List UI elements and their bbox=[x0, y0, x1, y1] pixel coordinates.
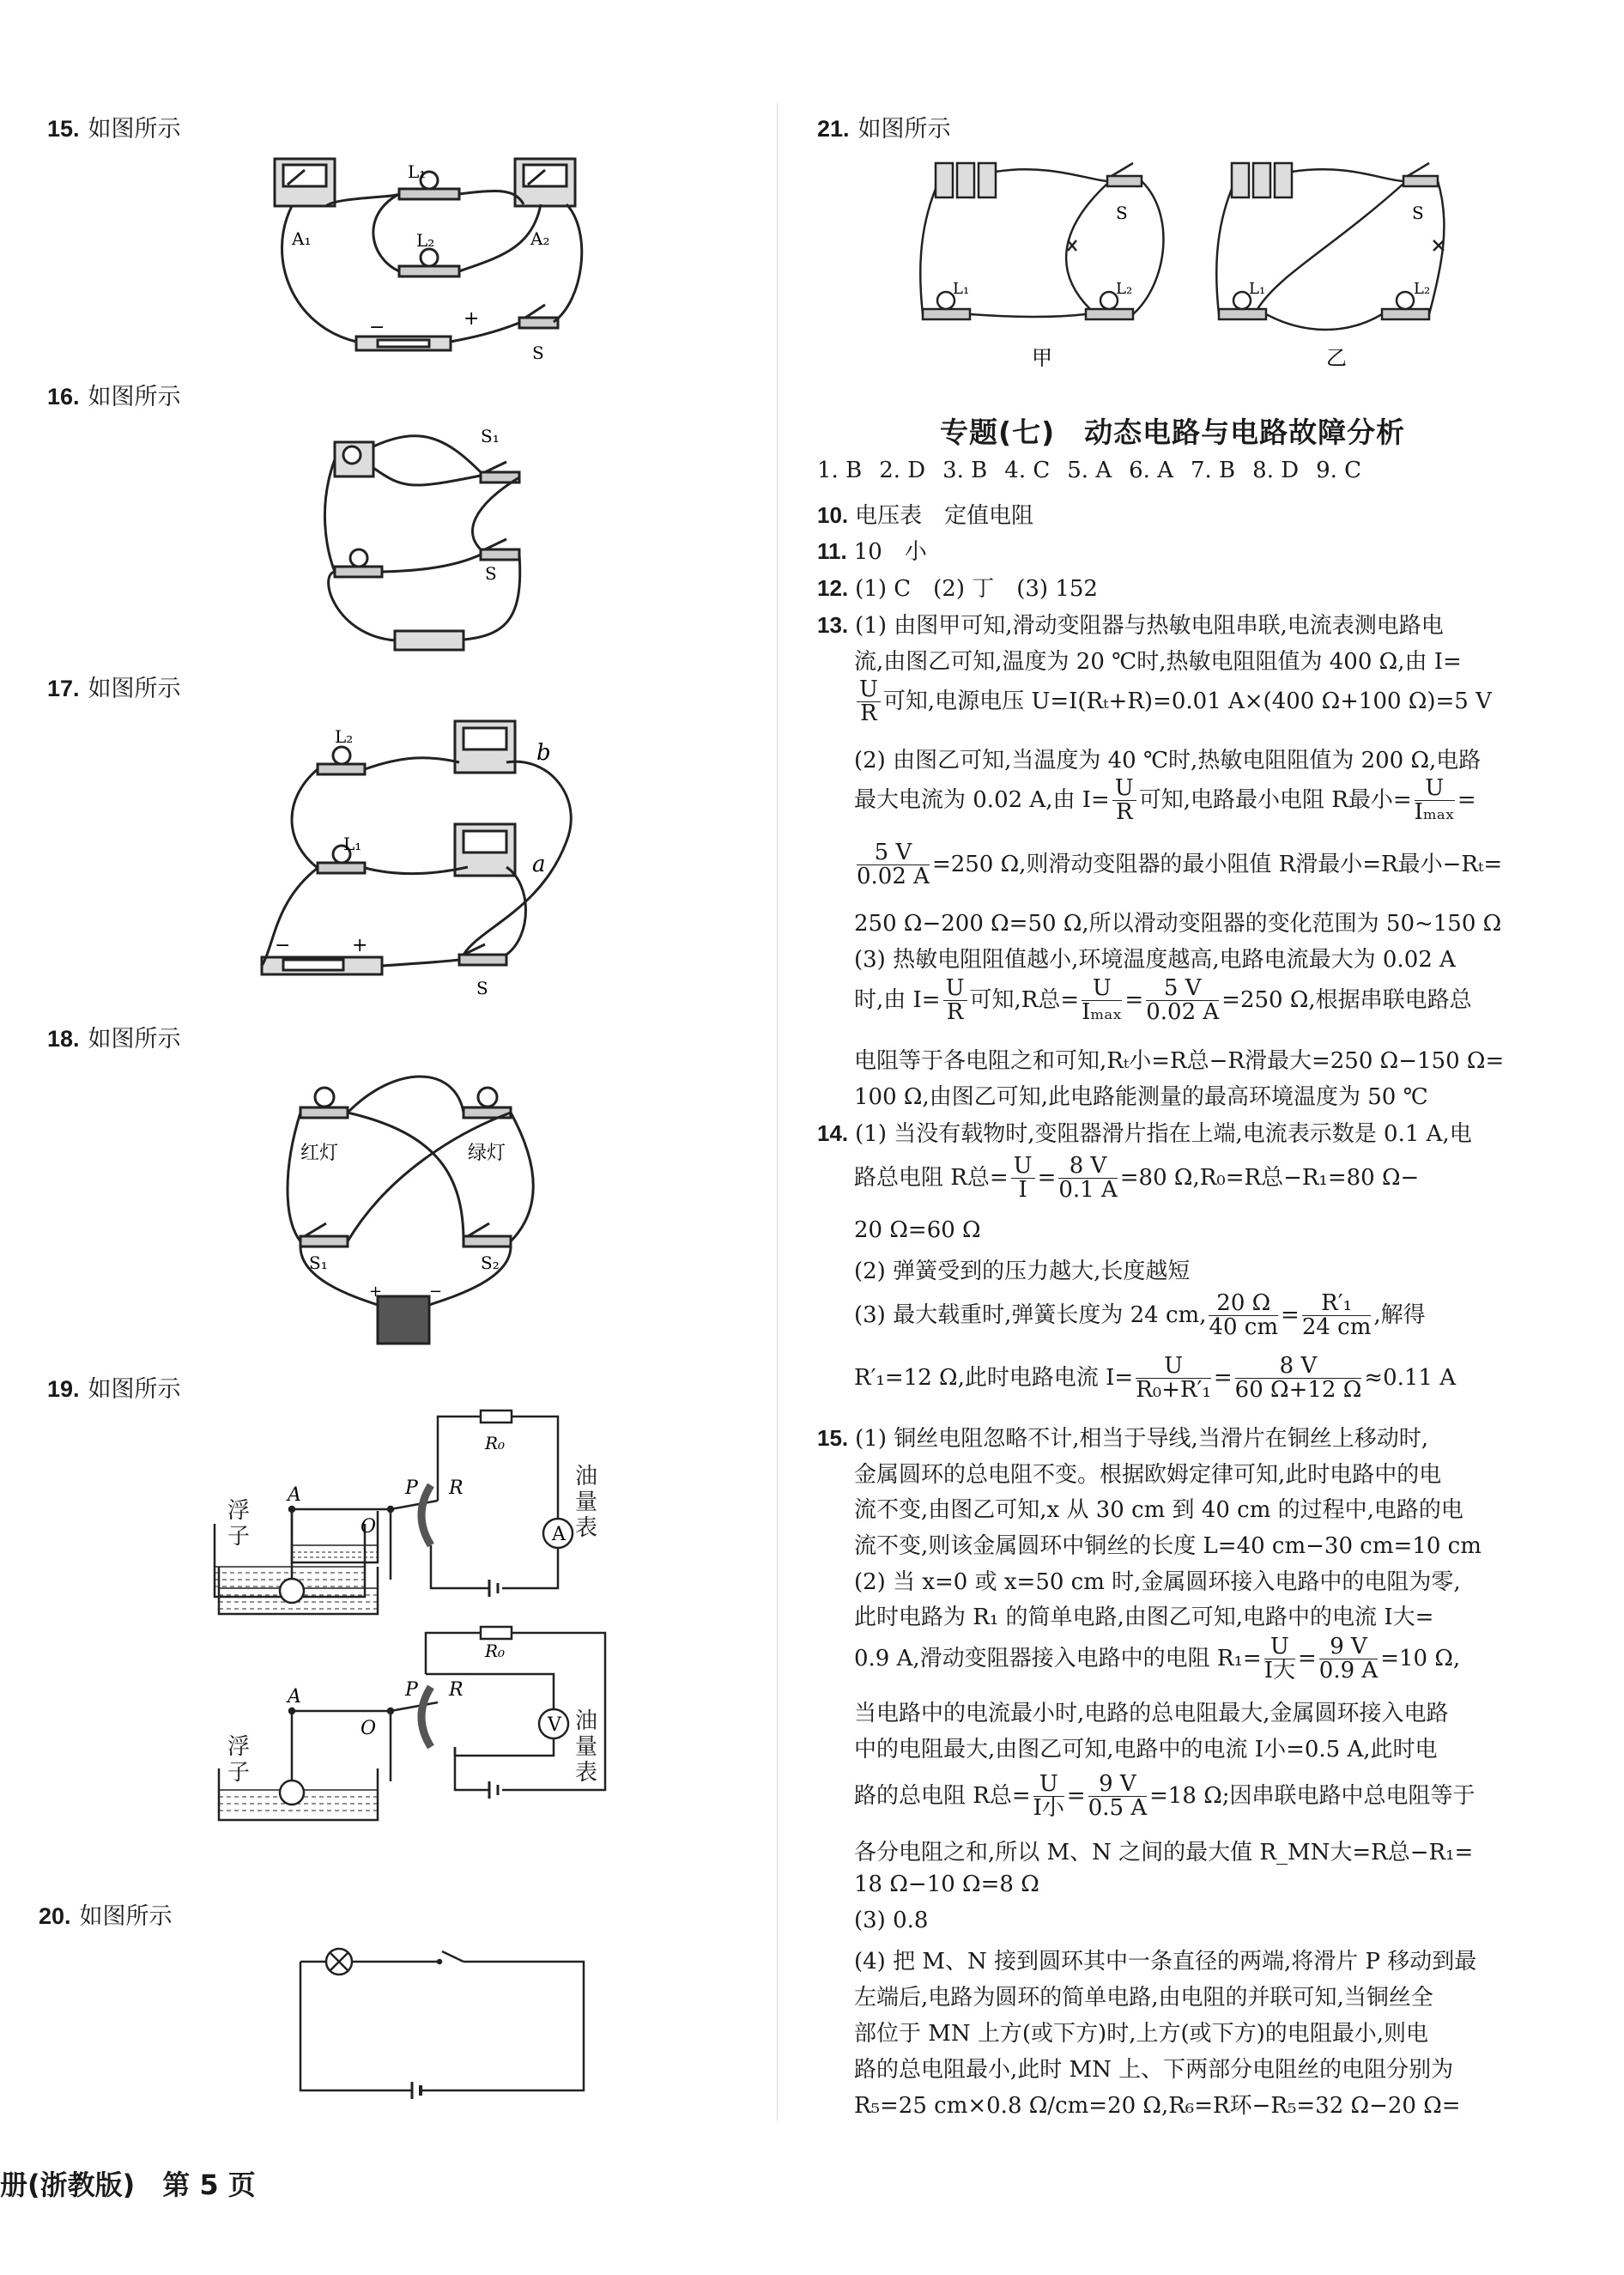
svg-text:A: A bbox=[288, 1686, 301, 1708]
figure-16-circuit bbox=[318, 421, 524, 670]
answer-13-line11: 100 Ω,由图乙可知,此电路能测量的最高环境温度为 50 ℃ bbox=[854, 1084, 1428, 1110]
answer-15-line12: 18 Ω−10 Ω=8 Ω bbox=[854, 1872, 1039, 1897]
answer-13-line3: $\frac{U}{R}$ 可知,电源电压 U=I(Rₜ+R)=0.01 A×(400 Ω+100 Ω)=5 V bbox=[854, 678, 1492, 726]
svg-text:S: S bbox=[485, 563, 497, 584]
svg-text:P: P bbox=[405, 1477, 418, 1499]
svg-text:S: S bbox=[1116, 203, 1128, 223]
svg-text:乙: 乙 bbox=[1326, 346, 1347, 370]
svg-text:L₂: L₂ bbox=[1116, 280, 1133, 298]
svg-text:A: A bbox=[552, 1524, 566, 1545]
column-divider bbox=[777, 103, 778, 2120]
float-label-2: 浮子 bbox=[227, 1734, 251, 1786]
svg-text:P: P bbox=[405, 1679, 418, 1701]
svg-text:L₁: L₁ bbox=[953, 280, 970, 298]
q15-label: 15. 如图所示 bbox=[47, 116, 181, 143]
svg-text:+: + bbox=[464, 308, 480, 330]
answer-15-line2: 金属圆环的总电阻不变。根据欧姆定律可知,此时电路中的电 bbox=[854, 1462, 1442, 1488]
svg-text:a: a bbox=[532, 852, 546, 877]
figure-19-drawing bbox=[206, 1408, 635, 1889]
svg-text:+: + bbox=[352, 935, 368, 956]
answer-15-line8: 当电路中的电流最小时,电路的总电阻最大,金属圆环接入电路 bbox=[854, 1701, 1449, 1726]
answer-15-line6: 此时电路为 R₁ 的简单电路,由图乙可知,电路中的电流 I大= bbox=[854, 1605, 1434, 1630]
q18-label: 18. 如图所示 bbox=[47, 1026, 181, 1053]
svg-text:甲: 甲 bbox=[1032, 346, 1052, 370]
q16-label: 16. 如图所示 bbox=[47, 384, 181, 410]
answer-13-line2: 流,由图乙可知,温度为 20 ℃时,热敏电阻阻值为 400 Ω,由 I= bbox=[854, 649, 1462, 675]
page-footer: 册(浙教版) 第 5 页 bbox=[0, 2169, 256, 2201]
svg-text:S₁: S₁ bbox=[309, 1253, 328, 1273]
svg-text:L₂: L₂ bbox=[335, 726, 354, 747]
answer-15-line17: 路的总电阻最小,此时 MN 上、下两部分电阻丝的电阻分别为 bbox=[854, 2057, 1454, 2083]
answer-14-line5: (3) 最大载重时,弹簧长度为 24 cm, $\frac{20 \Omega}{40 cm}$ = $\frac{\text{R′₁}}{24 cm}$ ,解得 bbox=[854, 1290, 1426, 1341]
svg-text:A: A bbox=[288, 1484, 301, 1506]
answer-15-line3: 流不变,由图乙可知,x 从 30 cm 到 40 cm 的过程中,电路的电 bbox=[854, 1497, 1463, 1523]
answer-12: 12. (1) C (2) 丁 (3) 152 bbox=[817, 575, 1098, 602]
q21-label: 21. 如图所示 bbox=[817, 116, 951, 143]
svg-text:S₂: S₂ bbox=[481, 1253, 500, 1273]
answer-15-line10: 路的总电阻 R总= $\frac{U}{\text{I小}}$ = $\frac{9 V}{0.5 A}$ =18 Ω;因串联电路中总电阻等于 bbox=[854, 1771, 1476, 1822]
svg-text:L₂: L₂ bbox=[1414, 280, 1431, 298]
answer-15-line14: (4) 把 M、N 接到圆环其中一条直径的两端,将滑片 P 移动到最 bbox=[854, 1949, 1477, 1975]
answer-13-line8: (3) 热敏电阻阻值越小,环境温度越高,电路电流最大为 0.02 A bbox=[854, 947, 1456, 973]
gauge-label-2: 油量表 bbox=[575, 1708, 598, 1786]
svg-text:A₂: A₂ bbox=[530, 228, 550, 249]
answer-15-line11: 各分电阻之和,所以 M、N 之间的最大值 R_MN大=R总−R₁= bbox=[854, 1840, 1474, 1866]
svg-text:R₀: R₀ bbox=[485, 1641, 506, 1661]
figure-20-circuit bbox=[292, 1936, 601, 2108]
answer-14-line6: R′₁=12 Ω,此时电路电流 I= $\frac{U}{\text{R₀+R′₁}}$ = $\frac{8 V}{60 \Omega+12 \Omega}$ ≈0.11 A bbox=[854, 1353, 1456, 1404]
answer-15-line5: (2) 当 x=0 或 x=50 cm 时,金属圆环接入电路中的电阻为零, bbox=[854, 1569, 1461, 1595]
answer-15-line7: 0.9 A,滑动变阻器接入电路中的电阻 R₁= $\frac{U}{\text{I大}}$ = $\frac{9 V}{0.9 A}$ =10 Ω, bbox=[854, 1634, 1461, 1684]
mcq-answers: 1. B 2. D 3. B 4. C 5. A 6. A 7. B 8. D 9. C bbox=[817, 458, 1362, 483]
answer-15-line13: (3) 0.8 bbox=[854, 1908, 929, 1933]
svg-text:O: O bbox=[361, 1516, 377, 1538]
answer-13-line10: 电阻等于各电阻之和可知,Rₜ小=R总−R滑最大=250 Ω−150 Ω= bbox=[854, 1048, 1505, 1074]
svg-text:R: R bbox=[449, 1679, 464, 1701]
svg-text:−: − bbox=[369, 317, 385, 338]
svg-text:R: R bbox=[449, 1477, 464, 1499]
svg-text:L₁: L₁ bbox=[408, 161, 427, 182]
figure-18-circuit bbox=[283, 1065, 567, 1348]
answer-13-line9: 时,由 I= $\frac{U}{R}$ 可知,R总= $\frac{U}{\text{Iₘₐₓ}}$ = $\frac{5 V}{0.02 A}$ =250 Ω,根据串联电路总 bbox=[854, 975, 1472, 1026]
svg-text:绿灯: 绿灯 bbox=[468, 1143, 506, 1164]
svg-text:S: S bbox=[532, 343, 544, 363]
figure-15-circuit bbox=[258, 146, 601, 369]
answer-15-line1: 15. (1) 铜丝电阻忽略不计,相当于导线,当滑片在铜丝上移动时, bbox=[817, 1425, 1429, 1452]
answer-13-line7: 250 Ω−200 Ω=50 Ω,所以滑动变阻器的变化范围为 50~150 Ω bbox=[854, 911, 1502, 937]
answer-13-line1: 13. (1) 由图甲可知,滑动变阻器与热敏电阻串联,电流表测电路电 bbox=[817, 612, 1444, 639]
q20-label: 20. 如图所示 bbox=[39, 1903, 173, 1930]
svg-text:+: + bbox=[369, 1283, 383, 1301]
svg-text:L₂: L₂ bbox=[416, 230, 435, 251]
answer-15-line15: 左端后,电路为圆环的简单电路,由电阻的并联可知,当铜丝全 bbox=[854, 1985, 1433, 2011]
svg-text:R₀: R₀ bbox=[485, 1433, 506, 1453]
answer-14-line3: 20 Ω=60 Ω bbox=[854, 1217, 981, 1243]
svg-text:−: − bbox=[275, 935, 291, 956]
svg-text:S: S bbox=[1412, 203, 1424, 223]
svg-text:L₁: L₁ bbox=[343, 834, 362, 854]
svg-text:S: S bbox=[476, 978, 488, 998]
svg-text:−: − bbox=[429, 1283, 443, 1301]
figure-21-circuits bbox=[918, 146, 1468, 378]
svg-text:红灯: 红灯 bbox=[300, 1143, 339, 1164]
answer-15-line9: 中的电阻最大,由图乙可知,电路中的电流 I小=0.5 A,此时电 bbox=[854, 1737, 1438, 1762]
answer-13-line6: $\frac{5 V}{0.02 A}$ =250 Ω,则滑动变阻器的最小阻值 R滑最小=R最小−Rₜ= bbox=[857, 840, 1503, 890]
answer-15-line16: 部位于 MN 上方(或下方)时,上方(或下方)的电阻最小,则电 bbox=[854, 2021, 1429, 2047]
svg-text:O: O bbox=[361, 1718, 377, 1739]
answer-13-line5: 最大电流为 0.02 A,由 I= $\frac{U}{R}$ 可知,电路最小电阻 R最小= $\frac{U}{\text{Iₘₐₓ}}$ = bbox=[854, 775, 1476, 826]
answer-10: 10. 电压表 定值电阻 bbox=[817, 502, 1034, 529]
svg-text:S₁: S₁ bbox=[481, 426, 500, 446]
figure-17-circuit bbox=[258, 713, 601, 1004]
svg-text:b: b bbox=[536, 740, 551, 766]
answer-15-line18: R₅=25 cm×0.8 Ω/cm=20 Ω,R₆=R环−R₅=32 Ω−20 Ω= bbox=[854, 2093, 1461, 2119]
answer-14-line2: 路总电阻 R总= $\frac{U}{I}$ = $\frac{8 V}{0.1 A}$ =80 Ω,R₀=R总−R₁=80 Ω− bbox=[854, 1153, 1420, 1204]
answer-13-line4: (2) 由图乙可知,当温度为 40 ℃时,热敏电阻阻值为 200 Ω,电路 bbox=[854, 748, 1482, 774]
gauge-label-1: 油量表 bbox=[575, 1464, 598, 1541]
answer-14-line1: 14. (1) 当没有载物时,变阻器滑片指在上端,电流表示数是 0.1 A,电 bbox=[817, 1120, 1472, 1147]
q17-label: 17. 如图所示 bbox=[47, 676, 181, 702]
svg-text:L₁: L₁ bbox=[1249, 280, 1266, 298]
float-label-1: 浮子 bbox=[227, 1498, 251, 1550]
svg-text:A₁: A₁ bbox=[292, 228, 312, 249]
q19-label: 19. 如图所示 bbox=[47, 1376, 181, 1403]
section-title: 专题(七) 动态电路与电路故障分析 bbox=[940, 416, 1406, 449]
answer-11: 11. 10 小 bbox=[817, 538, 927, 565]
answer-15-line4: 流不变,则该金属圆环中铜丝的长度 L=40 cm−30 cm=10 cm bbox=[854, 1533, 1482, 1559]
answer-14-line4: (2) 弹簧受到的压力越大,长度越短 bbox=[854, 1259, 1191, 1284]
svg-text:V: V bbox=[548, 1714, 561, 1736]
